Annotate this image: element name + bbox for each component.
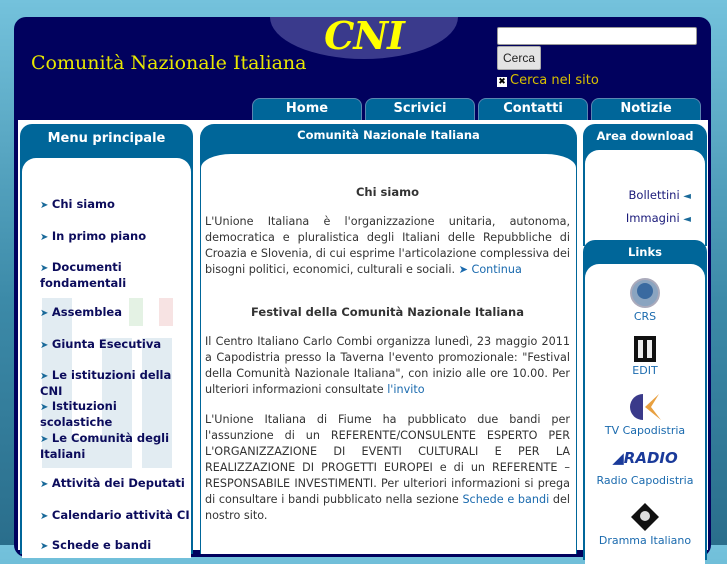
download-area xyxy=(583,124,707,246)
arrow-icon: ➤ xyxy=(40,340,52,351)
article-text: del nostro sito. xyxy=(205,493,570,522)
cni-logo[interactable]: CNI xyxy=(324,13,404,58)
link-label: EDIT xyxy=(632,364,658,377)
link-label: Radio Capodistria xyxy=(596,474,694,487)
menu-item-documenti[interactable] xyxy=(40,260,192,291)
download-title: Area download xyxy=(596,129,694,143)
edit-logo-icon xyxy=(634,336,656,362)
article-heading: Chi siamo xyxy=(355,185,419,199)
menu-label: Giunta Esecutiva xyxy=(51,337,162,351)
continua-link[interactable] xyxy=(459,263,522,276)
search-option-label: Cerca nel sito xyxy=(510,73,599,88)
article-festival xyxy=(205,304,570,398)
menu-item-chi-siamo[interactable] xyxy=(40,197,192,213)
tv-capodistria-logo-icon xyxy=(627,392,663,422)
download-bollettini[interactable] xyxy=(629,188,691,202)
link-label: Dramma Italiano xyxy=(598,534,692,547)
article-bandi xyxy=(205,412,570,524)
links-panel xyxy=(583,240,707,560)
arrow-icon: ➤ xyxy=(40,308,52,319)
menu-item-in-primo-piano[interactable] xyxy=(40,229,192,245)
arrow-icon: ➤ xyxy=(40,511,52,522)
checkbox-icon[interactable]: ✖ xyxy=(498,77,506,87)
link-dramma-italiano[interactable] xyxy=(585,502,705,547)
menu-item-istituzioni-scolastiche[interactable] xyxy=(40,399,192,430)
menu-item-calendario[interactable] xyxy=(40,508,192,524)
search-input[interactable] xyxy=(497,27,697,45)
tab-notizie[interactable]: Notizie xyxy=(591,98,701,120)
menu-label: In primo piano xyxy=(51,229,147,243)
arrow-icon: ➤ xyxy=(40,200,52,211)
arrow-icon: ➤ xyxy=(40,434,52,445)
main-menu-title: Menu principale xyxy=(47,131,166,146)
tab-scrivici[interactable]: Scrivici xyxy=(365,98,475,120)
menu-label: Le istituzioni della CNI xyxy=(40,368,172,398)
menu-item-giunta[interactable] xyxy=(40,337,192,353)
tab-home[interactable]: Home xyxy=(252,98,362,120)
article-text: Il Centro Italiano Carlo Combi organizza lunedì, 23 maggio 2011 a Capodistria presso la Taverna l'evento promozionale: "Festival della Comunità Nazionale Italiana", con inizio alle ore 10.00. Per ulteriori informazioni consultate xyxy=(205,335,570,396)
triangle-left-icon: ◄ xyxy=(683,214,691,225)
menu-label: Documenti fondamentali xyxy=(40,260,127,290)
link-label: Bollettini xyxy=(628,188,680,202)
search-site-option[interactable] xyxy=(497,73,599,88)
invito-link[interactable]: l'invito xyxy=(387,383,425,396)
menu-label: Chi siamo xyxy=(51,197,115,211)
dramma-italiano-logo-icon xyxy=(630,502,660,532)
search-button[interactable]: Cerca xyxy=(497,46,541,70)
menu-item-comunita[interactable] xyxy=(40,431,192,462)
arrow-icon: ➤ xyxy=(458,263,472,276)
link-radio-capodistria[interactable] xyxy=(585,450,705,487)
menu-item-deputati[interactable] xyxy=(40,476,192,492)
main-content xyxy=(200,124,577,554)
link-label: Continua xyxy=(471,263,522,276)
article-text: L'Unione Italiana di Fiume ha pubblicato due bandi per l'assunzione di un REFERENTE/CONSULENTE ESPERTO PER L'ORGANIZZAZIONE DI EVENTI CULTURALI E PER LA REALIZZAZIONE DI PROGETTI EUROPEI e di un REFERENTE – RESPONSABILE INVESTIMENTI. Per ulteriori informazioni si prega di consultare i bandi pubblicato nella sezione xyxy=(205,413,570,506)
link-label: Immagini xyxy=(625,211,680,225)
arrow-icon: ➤ xyxy=(40,541,52,552)
link-label: TV Capodistria xyxy=(604,424,686,437)
link-edit[interactable] xyxy=(585,336,705,377)
menu-label: Istituzioni scolastiche xyxy=(40,399,117,429)
arrow-icon: ➤ xyxy=(40,371,52,382)
menu-label: Assemblea xyxy=(51,305,122,319)
article-heading: Festival della Comunità Nazionale Italiana xyxy=(251,305,524,319)
arrow-icon: ➤ xyxy=(40,479,52,490)
menu-label: Schede e bandi xyxy=(51,538,152,552)
article-chi-siamo xyxy=(205,184,570,278)
link-crs[interactable] xyxy=(585,278,705,323)
link-label: CRS xyxy=(633,310,657,323)
menu-label: Calendario attività CI xyxy=(51,508,190,522)
arrow-icon: ➤ xyxy=(40,232,52,243)
link-tv-capodistria[interactable] xyxy=(585,392,705,437)
tab-contatti[interactable]: Contatti xyxy=(478,98,588,120)
radio-capodistria-logo-icon: ◢RADIO xyxy=(612,449,678,467)
site-title: Comunità Nazionale Italiana xyxy=(31,52,307,74)
menu-item-schede-bandi[interactable] xyxy=(40,538,192,554)
schede-bandi-link[interactable]: Schede e bandi xyxy=(462,493,550,506)
arrow-icon: ➤ xyxy=(40,263,52,274)
arrow-icon: ➤ xyxy=(40,402,52,413)
download-immagini[interactable] xyxy=(626,211,691,225)
menu-label: Attività dei Deputati xyxy=(51,476,185,490)
menu-item-assemblea[interactable] xyxy=(40,305,192,321)
menu-item-istituzioni-cni[interactable] xyxy=(40,368,192,399)
content-title: Comunità Nazionale Italiana xyxy=(297,128,480,142)
links-title: Links xyxy=(628,245,662,259)
article-text: L'Unione Italiana è l'organizzazione unitaria, autonoma, democratica e pluralistica degli Italiani delle Repubbliche di Croazia e Slovenia, di cui esprime l'articolazione complessiva dei bisogni politici, economici, culturali e sociali. xyxy=(205,215,570,276)
crs-logo-icon xyxy=(630,278,660,308)
menu-label: Le Comunità degli Italiani xyxy=(40,431,170,461)
triangle-left-icon: ◄ xyxy=(683,191,691,202)
